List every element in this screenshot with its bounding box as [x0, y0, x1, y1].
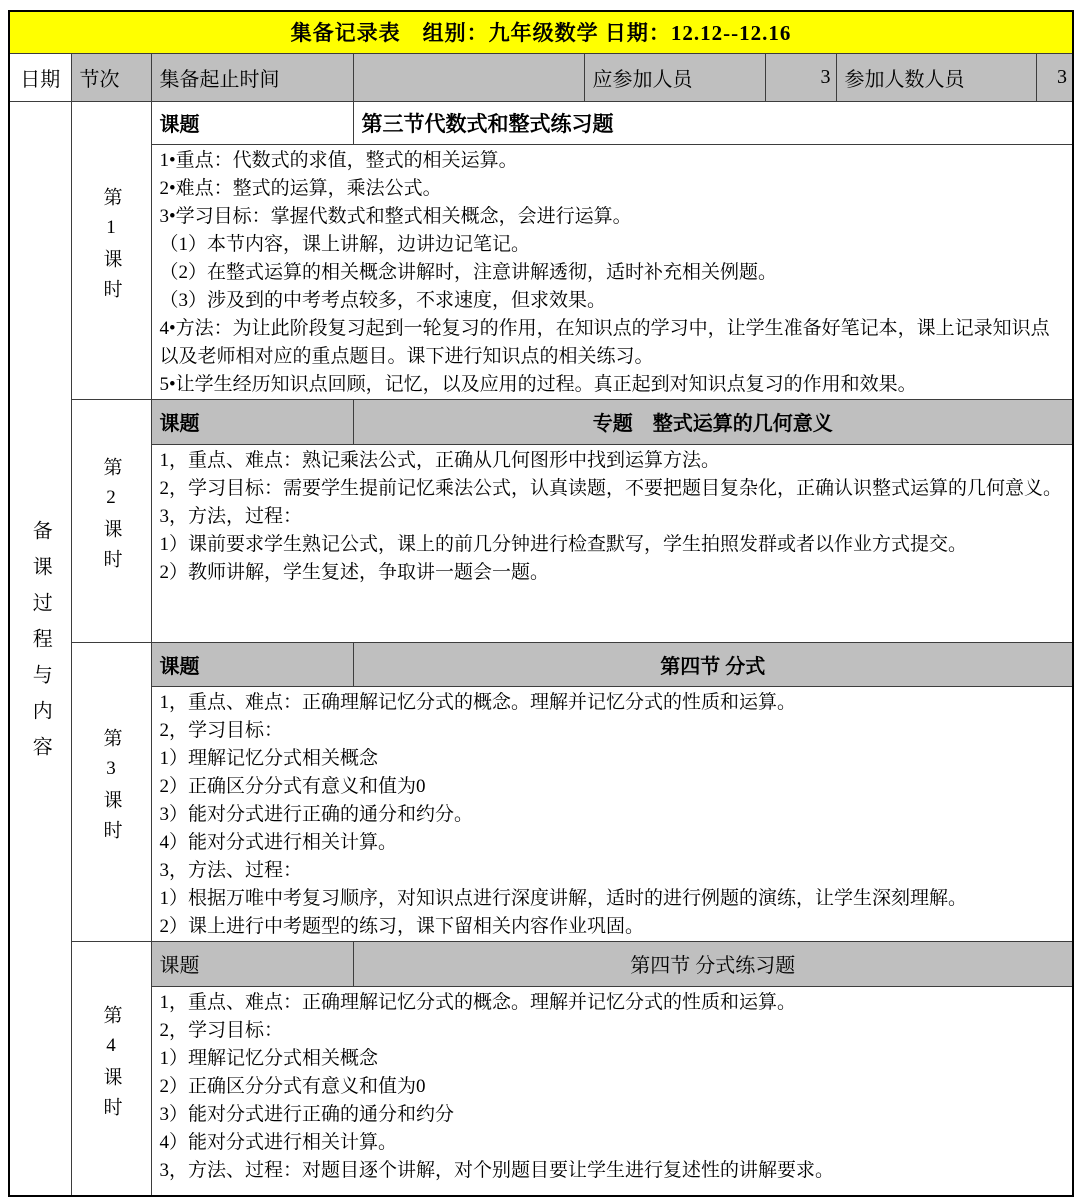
lesson3-line: 1）理解记忆分式相关概念 [159, 747, 379, 769]
lesson2-line: 2，学习目标：需要学生提前记忆乘法公式，认真读题，不要把题目复杂化，正确认识整式运算的几何意义。 [159, 477, 1063, 499]
lesson4-topic-title: 第四节 分式练习题 [353, 941, 1073, 986]
lesson1-period-cell [71, 101, 151, 399]
lesson1-line: 2•难点：整式的运算，乘法公式。 [159, 177, 442, 199]
lesson4-content [151, 986, 1073, 1196]
lesson1-topic-title: 第三节代数式和整式练习题 [353, 101, 1073, 144]
lesson3-line: 3，方法、过程： [159, 859, 303, 881]
lesson2-line: 1）课前要求学生熟记公式，课上的前几分钟进行检查默写，学生拍照发群或者以作业方式提交。 [159, 533, 968, 555]
lesson2-line: 1，重点、难点：熟记乘法公式，正确从几何图形中找到运算方法。 [159, 449, 721, 471]
header-actual-count: 3 [1036, 53, 1073, 101]
lesson1-line: （3）涉及到的中考考点较多，不求速度，但求效果。 [159, 289, 607, 311]
lesson4-line: 4）能对分式进行相关计算。 [159, 1131, 398, 1153]
lesson1-line: 1•重点：代数式的求值，整式的相关运算。 [159, 149, 518, 171]
header-expected-count: 3 [765, 53, 836, 101]
lesson4-line: 3）能对分式进行正确的通分和约分 [159, 1103, 455, 1125]
header-actual-label: 参加人数人员 [836, 53, 1036, 101]
header-blank-cell [353, 53, 584, 101]
side-column-label: 备课过程与内容 [29, 519, 52, 772]
lesson4-line: 2）正确区分分式有意义和值为0 [159, 1075, 426, 1097]
lesson3-period-label: 第3课时 [100, 728, 122, 850]
lesson4-period-label: 第4课时 [100, 1004, 122, 1127]
lesson3-topic-title: 第四节 分式 [353, 642, 1073, 686]
lesson2-content [151, 444, 1073, 642]
meeting-record-table [8, 10, 1074, 1197]
lesson3-line: 2）课上进行中考题型的练习，课下留相关内容作业巩固。 [159, 915, 645, 937]
lesson4-period-cell [71, 941, 151, 1196]
header-date-label: 日期 [9, 53, 71, 101]
lesson3-period-cell [71, 642, 151, 941]
lesson1-content [151, 144, 1073, 399]
side-column-label-cell [9, 101, 71, 1196]
lesson4-line: 3，方法、过程：对题目逐个讲解，对个别题目要让学生进行复述性的讲解要求。 [159, 1159, 835, 1181]
lesson3-line: 1）根据万唯中考复习顺序，对知识点进行深度讲解，适时的进行例题的演练，让学生深刻理解。 [159, 887, 968, 909]
lesson2-line: 3，方法，过程： [159, 505, 303, 527]
lesson2-topic-title: 专题 整式运算的几何意义 [353, 399, 1073, 444]
lesson1-period-label: 第1课时 [100, 186, 122, 309]
lesson3-line: 4）能对分式进行相关计算。 [159, 831, 398, 853]
page-title: 集备记录表 组别：九年级数学 日期：12.12--12.16 [9, 11, 1073, 53]
lesson4-line: 1，重点、难点：正确理解记忆分式的概念。理解并记忆分式的性质和运算。 [159, 991, 797, 1013]
lesson1-topic-label: 课题 [151, 101, 353, 144]
lesson3-line: 2，学习目标： [159, 719, 284, 741]
header-expected-label: 应参加人员 [584, 53, 765, 101]
lesson1-line: 5•让学生经历知识点回顾，记忆，以及应用的过程。真正起到对知识点复习的作用和效果。 [159, 373, 917, 395]
lesson4-line: 1）理解记忆分式相关概念 [159, 1047, 379, 1069]
lesson4-topic-label: 课题 [151, 941, 353, 986]
lesson2-period-label: 第2课时 [100, 457, 122, 579]
lesson2-topic-label: 课题 [151, 399, 353, 444]
lesson4-line: 2，学习目标： [159, 1019, 284, 1041]
lesson3-line: 1，重点、难点：正确理解记忆分式的概念。理解并记忆分式的性质和运算。 [159, 691, 797, 713]
lesson1-line: （1）本节内容，课上讲解，边讲边记笔记。 [159, 233, 531, 255]
lesson1-line: 3•学习目标：掌握代数式和整式相关概念，会进行运算。 [159, 205, 632, 227]
lesson2-period-cell [71, 399, 151, 642]
lesson1-line: 4•方法：为让此阶段复习起到一轮复习的作用，在知识点的学习中，让学生准备好笔记本，课上记录知识点以及老师相对应的重点题目。课下进行知识点的相关练习。 [159, 317, 1050, 367]
lesson3-topic-label: 课题 [151, 642, 353, 686]
header-session-label: 节次 [71, 53, 151, 101]
lesson2-line: 2）教师讲解，学生复述，争取讲一题会一题。 [159, 561, 550, 583]
lesson3-content [151, 686, 1073, 941]
header-time-label: 集备起止时间 [151, 53, 353, 101]
lesson3-line: 3）能对分式进行正确的通分和约分。 [159, 803, 474, 825]
lesson3-line: 2）正确区分分式有意义和值为0 [159, 775, 426, 797]
lesson1-line: （2）在整式运算的相关概念讲解时，注意讲解透彻，适时补充相关例题。 [159, 261, 778, 283]
